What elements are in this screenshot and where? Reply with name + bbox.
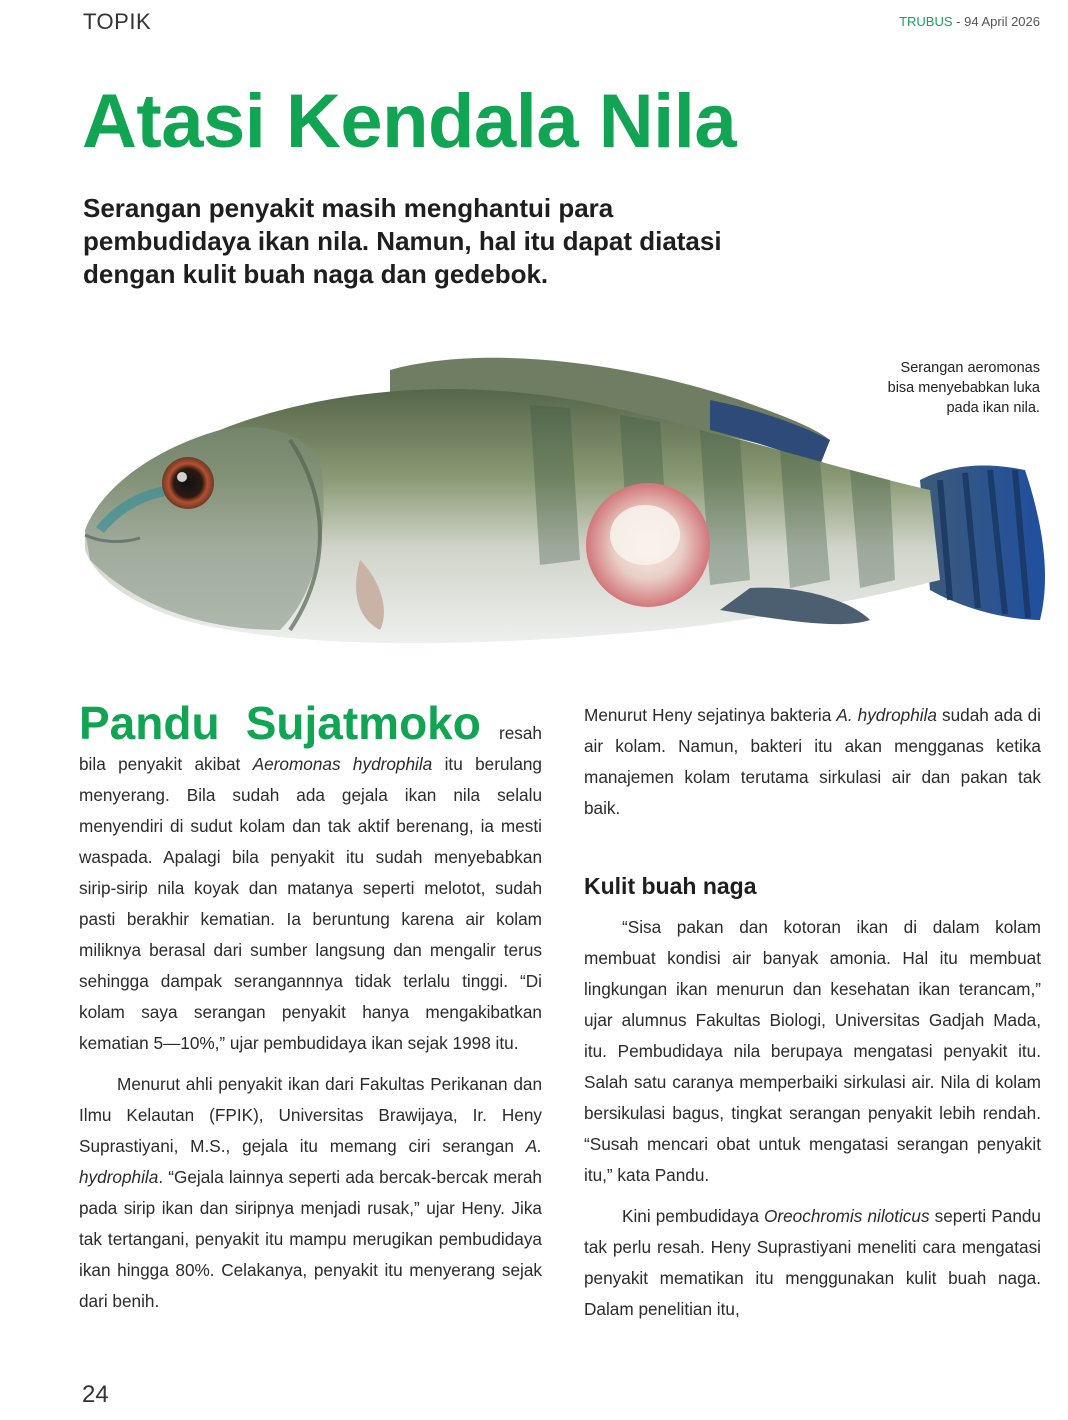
article-title: Atasi Kendala Nila xyxy=(82,79,737,164)
paragraph xyxy=(79,697,542,1059)
article-column-right xyxy=(584,700,1041,1335)
text-run: seperti Pandu tak perlu resah. Heny Suprastiyani meneliti cara mengatasi penyakit mematikan itu menggunakan kulit buah naga. Dalam penelitian itu, xyxy=(584,1206,1041,1319)
scientific-name: A. hydrophila xyxy=(79,1136,542,1187)
paragraph xyxy=(79,1069,542,1317)
author-name: Pandu Sujatmoko xyxy=(79,697,481,749)
text-run: Menurut ahli penyakit ikan dari Fakultas Perikanan dan Ilmu Kelautan (FPIK), Universitas Brawijaya, Ir. Heny Suprastiyani, M.S., gejala itu memang ciri serangan xyxy=(79,1074,542,1156)
caption-line: pada ikan nila. xyxy=(946,400,1040,416)
paragraph: “Sisa pakan dan kotoran ikan di dalam kolam membuat kondisi air banyak amonia. Hal itu membuat lingkungan ikan menurun dan kesehatan ikan terancam,” ujar alumnus Fakultas Biologi, Universitas Gadjah Mada, itu. Pembudidaya nila berupaya mengatasi penyakit itu. Salah satu caranya memperbaiki sirkulasi air. Nila di kolam bersikulasi bagus, tingkat serangan penyakit lebih rendah. “Susah mencari obat untuk mengatasi serangan penyakit itu,” kata Pandu. xyxy=(584,917,1041,1185)
section-subhead: Kulit buah naga xyxy=(584,873,757,899)
caption-line: Serangan aeromonas xyxy=(900,360,1040,376)
caption-line: bisa menyebabkan luka xyxy=(887,380,1040,396)
text-run: sudah ada di air kolam. Namun, bakteri itu akan mengganas ketika manajemen kolam terutama sirkulasi air dan pakan tak baik. xyxy=(584,705,1041,818)
paragraph xyxy=(584,1201,1041,1325)
text-run: . “Gejala lainnya seperti ada bercak-bercak merah pada sirip ikan dan siripnya menjadi rusak,” ujar Heny. Jika tak tertangani, penyakit itu mampu merugikan pembudidaya ikan hingga 80%. Celakanya, penyakit itu menyerang sejak dari benih. xyxy=(79,1167,542,1311)
scientific-name: Oreochromis niloticus xyxy=(764,1206,930,1226)
magazine-brand: TRUBUS xyxy=(899,14,953,29)
section-label: TOPIK xyxy=(83,9,152,34)
scientific-name: A. hydrophila xyxy=(836,705,937,725)
text-run: Kini pembudidaya xyxy=(622,1206,765,1226)
page-number: 24 xyxy=(82,1381,109,1408)
paragraph xyxy=(584,700,1041,824)
text-run: itu berulang menyerang. Bila sudah ada gejala ikan nila selalu menyendiri di sudut kolam dan tak aktif berenang, ia mesti waspada. Apalagi bila penyakit itu sudah menyebabkan sirip-sirip nila koyak dan matanya seperti melotot, sudah pasti berakhir kematian. Ia beruntung karena air kolam miliknya berasal dari sumber langsung dan mengalir terus sehingga dampak serangannnya tidak terlalu tinggi. “Di kolam saya serangan penyakit hanya mengakibatkan kematian 5—10%,” ujar pembudidaya ikan sejak 1998 itu. xyxy=(79,754,542,1053)
article-lead: Serangan penyakit masih menghantui para pembudidaya ikan nila. Namun, hal itu dapat diatasi dengan kulit buah naga dan gedebok. xyxy=(83,193,722,289)
issue-info xyxy=(899,14,1040,29)
text-run: resah bila penyakit akibat xyxy=(79,723,542,774)
photo-caption xyxy=(800,358,1040,418)
text-run: Menurut Heny sejatinya bakteria xyxy=(584,705,837,725)
issue-date: - 94 April 2026 xyxy=(952,14,1040,29)
scientific-name: Aeromonas hydrophila xyxy=(252,754,433,774)
article-column-left xyxy=(79,697,542,1327)
